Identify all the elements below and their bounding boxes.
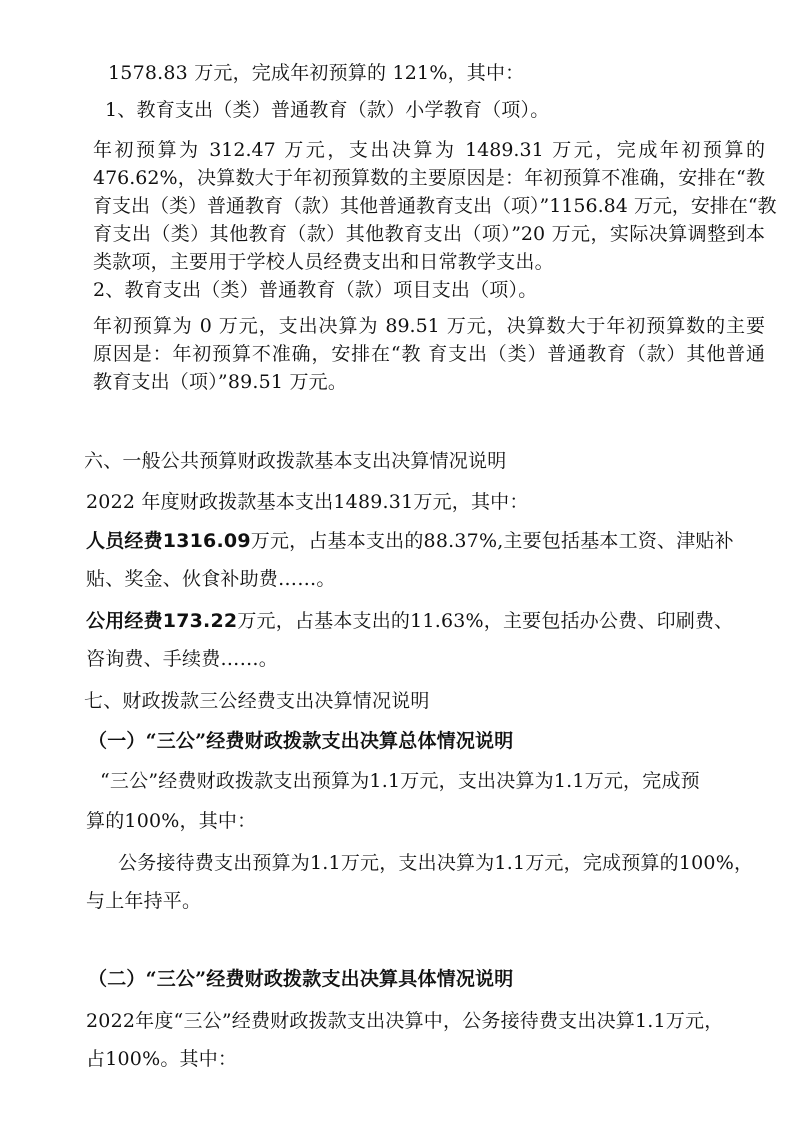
- personnel-expense-text: 万元，占基本支出的88.37%,主要包括基本工资、津贴补: [250, 530, 734, 552]
- three-public-overview-line-2: 算的100%，其中：: [86, 810, 257, 832]
- item-2-line-1: 年初预算为 0 万元，支出决算为 89.51 万元，决算数大于年初预算数的主要: [93, 315, 765, 337]
- public-expense-line-2: 咨询费、手续费……。: [86, 648, 279, 670]
- public-expense-line-1: [86, 608, 733, 634]
- personnel-expense-line-1: [86, 528, 734, 554]
- public-expense-text: 万元，占基本支出的11.63%，主要包括办公费、印刷费、: [237, 610, 734, 632]
- item-1-line-4: 育支出（类）其他教育（款）其他教育支出（项）”20 万元，实际决算调整到本: [93, 223, 765, 245]
- paragraph-total: 1578.83 万元，完成年初预算的 121%，其中：: [108, 62, 525, 84]
- three-public-detail-line-2: 占100%。其中：: [86, 1048, 238, 1070]
- section-6-summary: 2022 年度财政拨款基本支出1489.31万元，其中：: [86, 491, 529, 513]
- item-1-line-5: 类款项，主要用于学校人员经费支出和日常教学支出。: [93, 251, 554, 273]
- item-1-heading: 1、教育支出（类）普通教育（款）小学教育（项）。: [105, 99, 550, 121]
- personnel-expense-label: 人员经费1316.09: [86, 530, 251, 552]
- item-2-line-2: 原因是：年初预算不准确，安排在“教 育支出（类）普通教育（款）其他普通: [93, 343, 765, 365]
- three-public-overview-line-1: “三公”经费财政拨款支出预算为1.1万元，支出决算为1.1万元，完成预: [100, 770, 700, 792]
- reception-expense-line-1: 公务接待费支出预算为1.1万元，支出决算为1.1万元，完成预算的100%，: [118, 852, 754, 874]
- public-expense-label: 公用经费173.22: [86, 610, 238, 632]
- item-2-heading: 2、教育支出（类）普通教育（款）项目支出（项）。: [93, 279, 538, 301]
- personnel-expense-line-2: 贴、奖金、伙食补助费……。: [86, 568, 336, 590]
- section-7-subheading-2: （二）“三公”经费财政拨款支出决算具体情况说明: [88, 968, 514, 990]
- three-public-detail-line-1: 2022年度“三公”经费财政拨款支出决算中，公务接待费支出决算1.1万元，: [86, 1010, 724, 1032]
- item-1-line-1: 年初预算为 312.47 万元，支出决算为 1489.31 万元，完成年初预算的: [93, 139, 765, 161]
- item-1-line-2: 476.62%，决算数大于年初预算数的主要原因是：年初预算不准确，安排在“教: [93, 167, 765, 189]
- reception-expense-line-2: 与上年持平。: [86, 890, 202, 912]
- section-7-subheading-1: （一）“三公”经费财政拨款支出决算总体情况说明: [88, 730, 514, 752]
- section-6-heading: 六、一般公共预算财政拨款基本支出决算情况说明: [84, 450, 507, 472]
- item-2-line-3: 教育支出（项）”89.51 万元。: [93, 371, 348, 393]
- item-1-line-3: 育支出（类）普通教育（款）其他普通教育支出（项）”1156.84 万元，安排在“教: [93, 195, 777, 217]
- section-7-heading: 七、财政拨款三公经费支出决算情况说明: [84, 690, 430, 712]
